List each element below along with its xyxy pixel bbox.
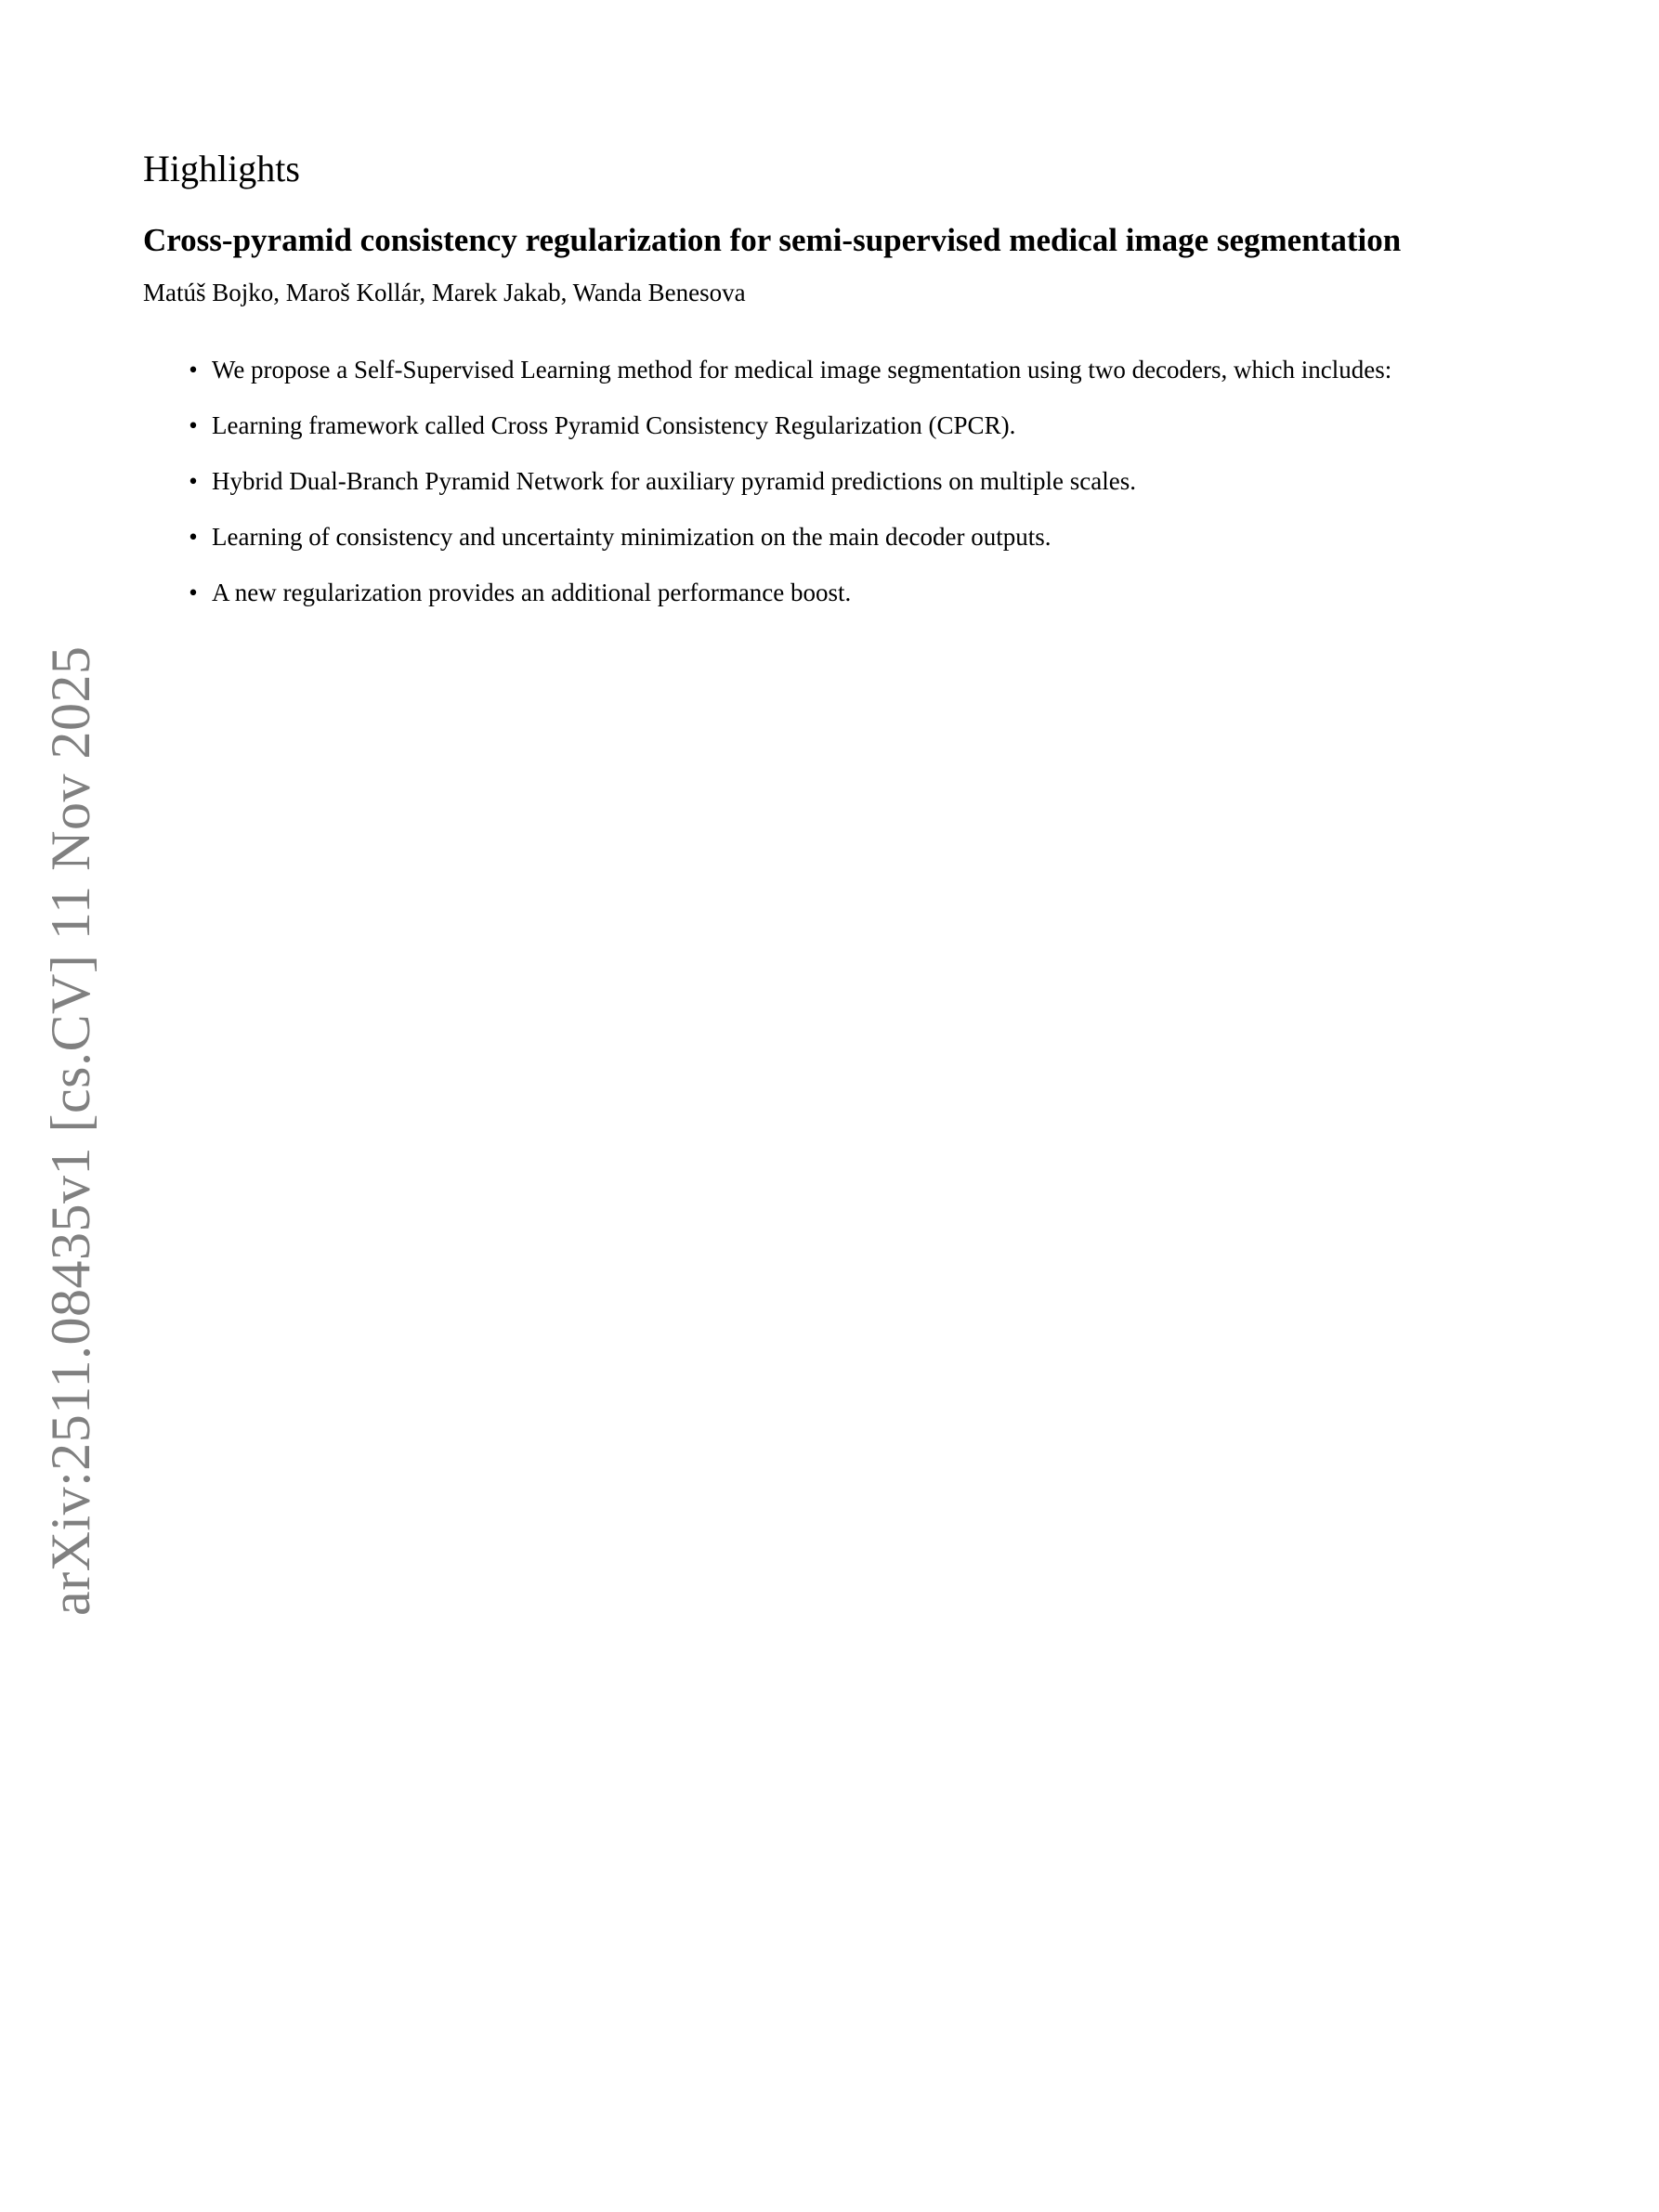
- highlight-text: A new regularization provides an additional performance boost.: [212, 579, 852, 606]
- arxiv-side-stamp: arXiv:2511.08435v1 [cs.CV] 11 Nov 2025: [40, 645, 101, 1616]
- highlight-item: [184, 462, 1536, 500]
- highlights-content: [143, 143, 1536, 630]
- highlight-text: Hybrid Dual-Branch Pyramid Network for auxiliary pyramid predictions on multiple scales.: [212, 467, 1137, 495]
- bullet-icon: •: [189, 523, 198, 551]
- paper-title: Cross-pyramid consistency regularization for semi-supervised medical image segmentation: [143, 222, 1402, 258]
- highlights-list: [143, 351, 1536, 611]
- paper-authors: Matúš Bojko, Maroš Kollár, Marek Jakab, Wanda Benesova: [143, 279, 746, 306]
- bullet-icon: •: [189, 411, 198, 439]
- bullet-icon: •: [189, 356, 198, 384]
- highlight-text: Learning of consistency and uncertainty minimization on the main decoder outputs.: [212, 523, 1052, 551]
- highlight-text: We propose a Self-Supervised Learning method for medical image segmentation using two decoders, which includes:: [212, 356, 1392, 384]
- highlight-item: [184, 574, 1536, 611]
- bullet-icon: •: [189, 467, 198, 495]
- highlight-text: Learning framework called Cross Pyramid Consistency Regularization (CPCR).: [212, 411, 1016, 439]
- highlight-item: [184, 518, 1536, 555]
- highlight-item: [184, 407, 1536, 444]
- highlight-item: [184, 351, 1536, 388]
- section-title: Highlights: [143, 148, 300, 189]
- bullet-icon: •: [189, 579, 198, 606]
